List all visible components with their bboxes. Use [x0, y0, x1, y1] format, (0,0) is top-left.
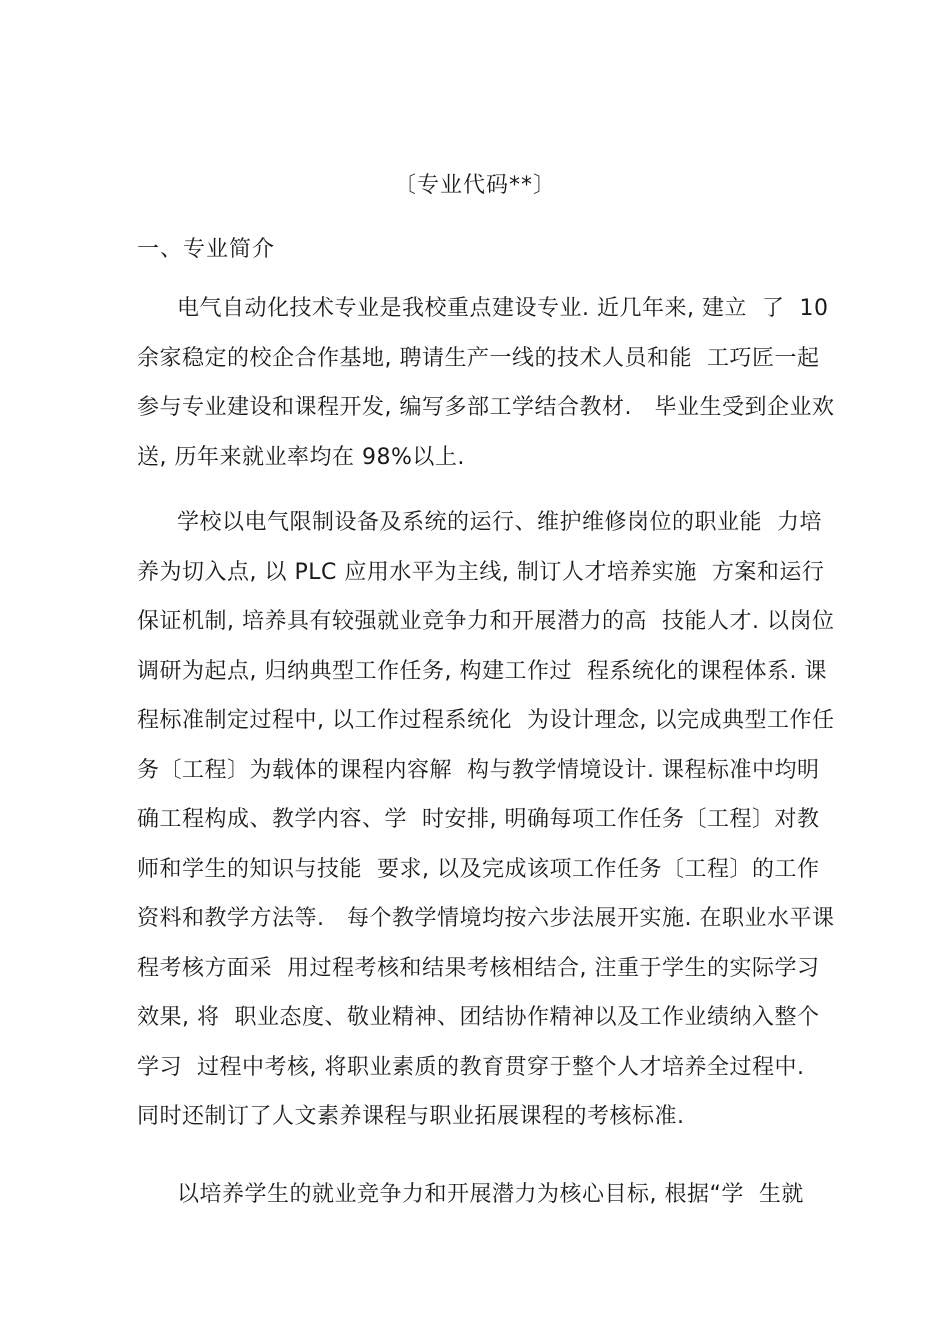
paragraph-1: [137, 284, 835, 482]
paragraph-line: 调研为起点, 归纳典型工作任务, 构建工作过 程系统化的课程体系. 课: [137, 658, 827, 684]
paragraph-line: 余家稳定的校企合作基地, 聘请生产一线的技术人员和能 工巧匠一起: [137, 345, 820, 371]
paragraph-line: 养为切入点, 以 PLC 应用水平为主线, 制订人才培养实施 方案和运行: [137, 559, 825, 585]
major-code-title: 〔专业代码**〕: [393, 173, 556, 198]
paragraph-3: [137, 1170, 827, 1220]
paragraph-line: 程标准制定过程中, 以工作过程系统化 为设计理念, 以完成典型工作任: [137, 708, 835, 733]
paragraph-line: 效果, 将 职业态度、敬业精神、团结协作精神以及工作业绩纳入整个: [137, 1005, 820, 1030]
paragraph-line: 学校以电气限制设备及系统的运行、维护维修岗位的职业能 力培: [177, 510, 822, 535]
section-heading-major-intro: 一、专业简介: [137, 237, 276, 262]
paragraph-line: 电气自动化技术专业是我校重点建设专业. 近几年来, 建立 了 10: [177, 296, 829, 321]
paragraph-line: 程考核方面采 用过程考核和结果考核相结合, 注重于学生的实际学习: [137, 955, 820, 981]
paragraph-line: 同时还制订了人文素养课程与职业拓展课程的考核标准.: [137, 1104, 685, 1129]
paragraph-line: 务〔工程〕为载体的课程内容解 构与教学情境设计. 课程标准中均明: [137, 757, 820, 783]
paragraph-line: 师和学生的知识与技能 要求, 以及完成该项工作任务〔工程〕的工作: [137, 856, 820, 882]
paragraph-2: [137, 498, 835, 1142]
paragraph-line: 以培养学生的就业竞争力和开展潜力为核心目标, 根据“学 生就: [177, 1182, 804, 1207]
paragraph-line: 资料和教学方法等. 每个教学情境均按六步法展开实施. 在职业水平课: [137, 906, 835, 931]
paragraph-line: 确工程构成、教学内容、学 时安排, 明确每项工作任务〔工程〕对教: [137, 807, 820, 832]
paragraph-line: 学习 过程中考核, 将职业素质的教育贯穿于整个人才培养全过程中.: [137, 1054, 805, 1080]
paragraph-line: 保证机制, 培养具有较强就业竞争力和开展潜力的高 技能人才. 以岗位: [137, 609, 835, 634]
paragraph-line: 送, 历年来就业率均在 98%以上.: [137, 444, 465, 470]
paragraph-line: 参与专业建设和课程开发, 编写多部工学结合教材. 毕业生受到企业欢: [137, 395, 835, 420]
